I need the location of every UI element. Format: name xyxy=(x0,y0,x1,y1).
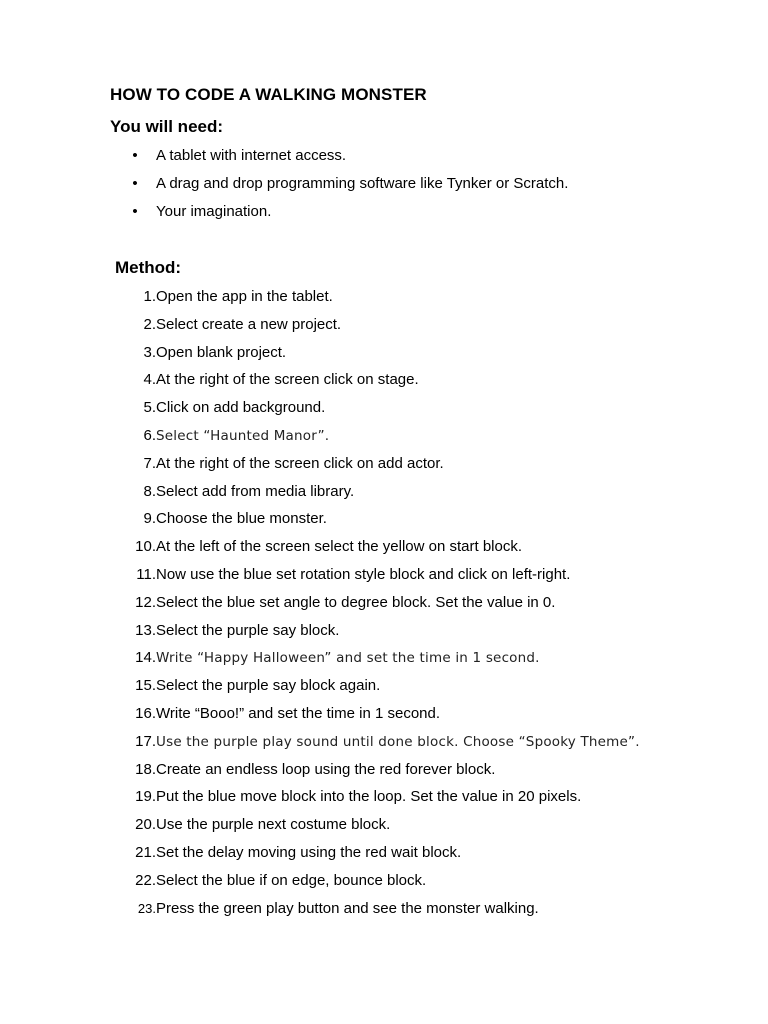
step-text: Click on add background. xyxy=(156,399,326,417)
step-number: 14. xyxy=(135,649,156,667)
step-text: Select create a new project. xyxy=(156,315,342,333)
step-number: 11. xyxy=(136,565,156,583)
step-text: At the right of the screen click on add actor. xyxy=(156,454,444,472)
step-text: Select the blue if on edge, bounce block. xyxy=(156,871,427,889)
step-number: 23. xyxy=(137,900,156,916)
step-text: Write “Booo!” and set the time in 1 second. xyxy=(156,704,441,722)
step-text: Put the blue move block into the loop. Set the value in 20 pixels. xyxy=(156,788,582,806)
step-number: 6. xyxy=(143,426,156,444)
step-number: 18. xyxy=(135,760,156,778)
step-text: Press the green play button and see the monster walking. xyxy=(156,899,539,917)
step-number: 1. xyxy=(143,288,156,305)
step-number: 20. xyxy=(135,816,156,834)
step-text: Set the delay moving using the red wait block. xyxy=(156,843,462,861)
step-text: Choose the blue monster. xyxy=(156,510,327,528)
step-text: At the right of the screen click on stage. xyxy=(156,371,419,389)
needs-item-text: A drag and drop programming software like Tynker or Scratch. xyxy=(156,175,569,192)
step-text: Select “Haunted Manor”. xyxy=(156,427,330,444)
step-number: 15. xyxy=(135,677,156,695)
step-number: 2. xyxy=(143,315,156,333)
step-number: 21. xyxy=(135,843,156,861)
bullet-icon: • xyxy=(132,203,138,220)
step-text: Select add from media library. xyxy=(156,482,355,500)
step-text: Select the blue set angle to degree block. Set the value in 0. xyxy=(156,593,556,611)
needs-item-text: A tablet with internet access. xyxy=(156,147,347,164)
step-number: 5. xyxy=(143,399,156,417)
step-number: 4. xyxy=(143,371,156,389)
method-heading: Method: xyxy=(115,258,182,277)
step-number: 13. xyxy=(135,621,156,639)
step-number: 22. xyxy=(135,871,156,889)
bullet-icon: • xyxy=(132,175,138,192)
step-text: Create an endless loop using the red forever block. xyxy=(156,760,496,778)
step-number: 10. xyxy=(135,538,156,556)
step-text: Use the purple play sound until done block. Choose “Spooky Theme”. xyxy=(156,733,640,750)
step-text: Open blank project. xyxy=(156,343,287,361)
step-text: Open the app in the tablet. xyxy=(156,288,333,305)
step-text: Select the purple say block again. xyxy=(156,677,381,695)
step-number: 16. xyxy=(135,704,156,722)
step-number: 17. xyxy=(135,732,156,750)
step-number: 3. xyxy=(143,343,156,361)
step-text: Now use the blue set rotation style block and click on left-right. xyxy=(156,565,571,583)
step-number: 19. xyxy=(135,788,156,806)
needs-item-text: Your imagination. xyxy=(156,203,272,220)
bullet-icon: • xyxy=(132,147,138,164)
step-number: 12. xyxy=(135,593,156,611)
document-title: HOW TO CODE A WALKING MONSTER xyxy=(110,85,427,104)
needs-heading: You will need: xyxy=(110,117,224,136)
step-text: Write “Happy Halloween” and set the time in 1 second. xyxy=(156,650,540,667)
step-number: 8. xyxy=(143,482,156,500)
step-number: 7. xyxy=(143,454,156,472)
step-text: Use the purple next costume block. xyxy=(156,816,391,834)
step-text: At the left of the screen select the yellow on start block. xyxy=(156,538,523,556)
step-number: 9. xyxy=(143,510,156,528)
step-text: Select the purple say block. xyxy=(156,621,340,639)
